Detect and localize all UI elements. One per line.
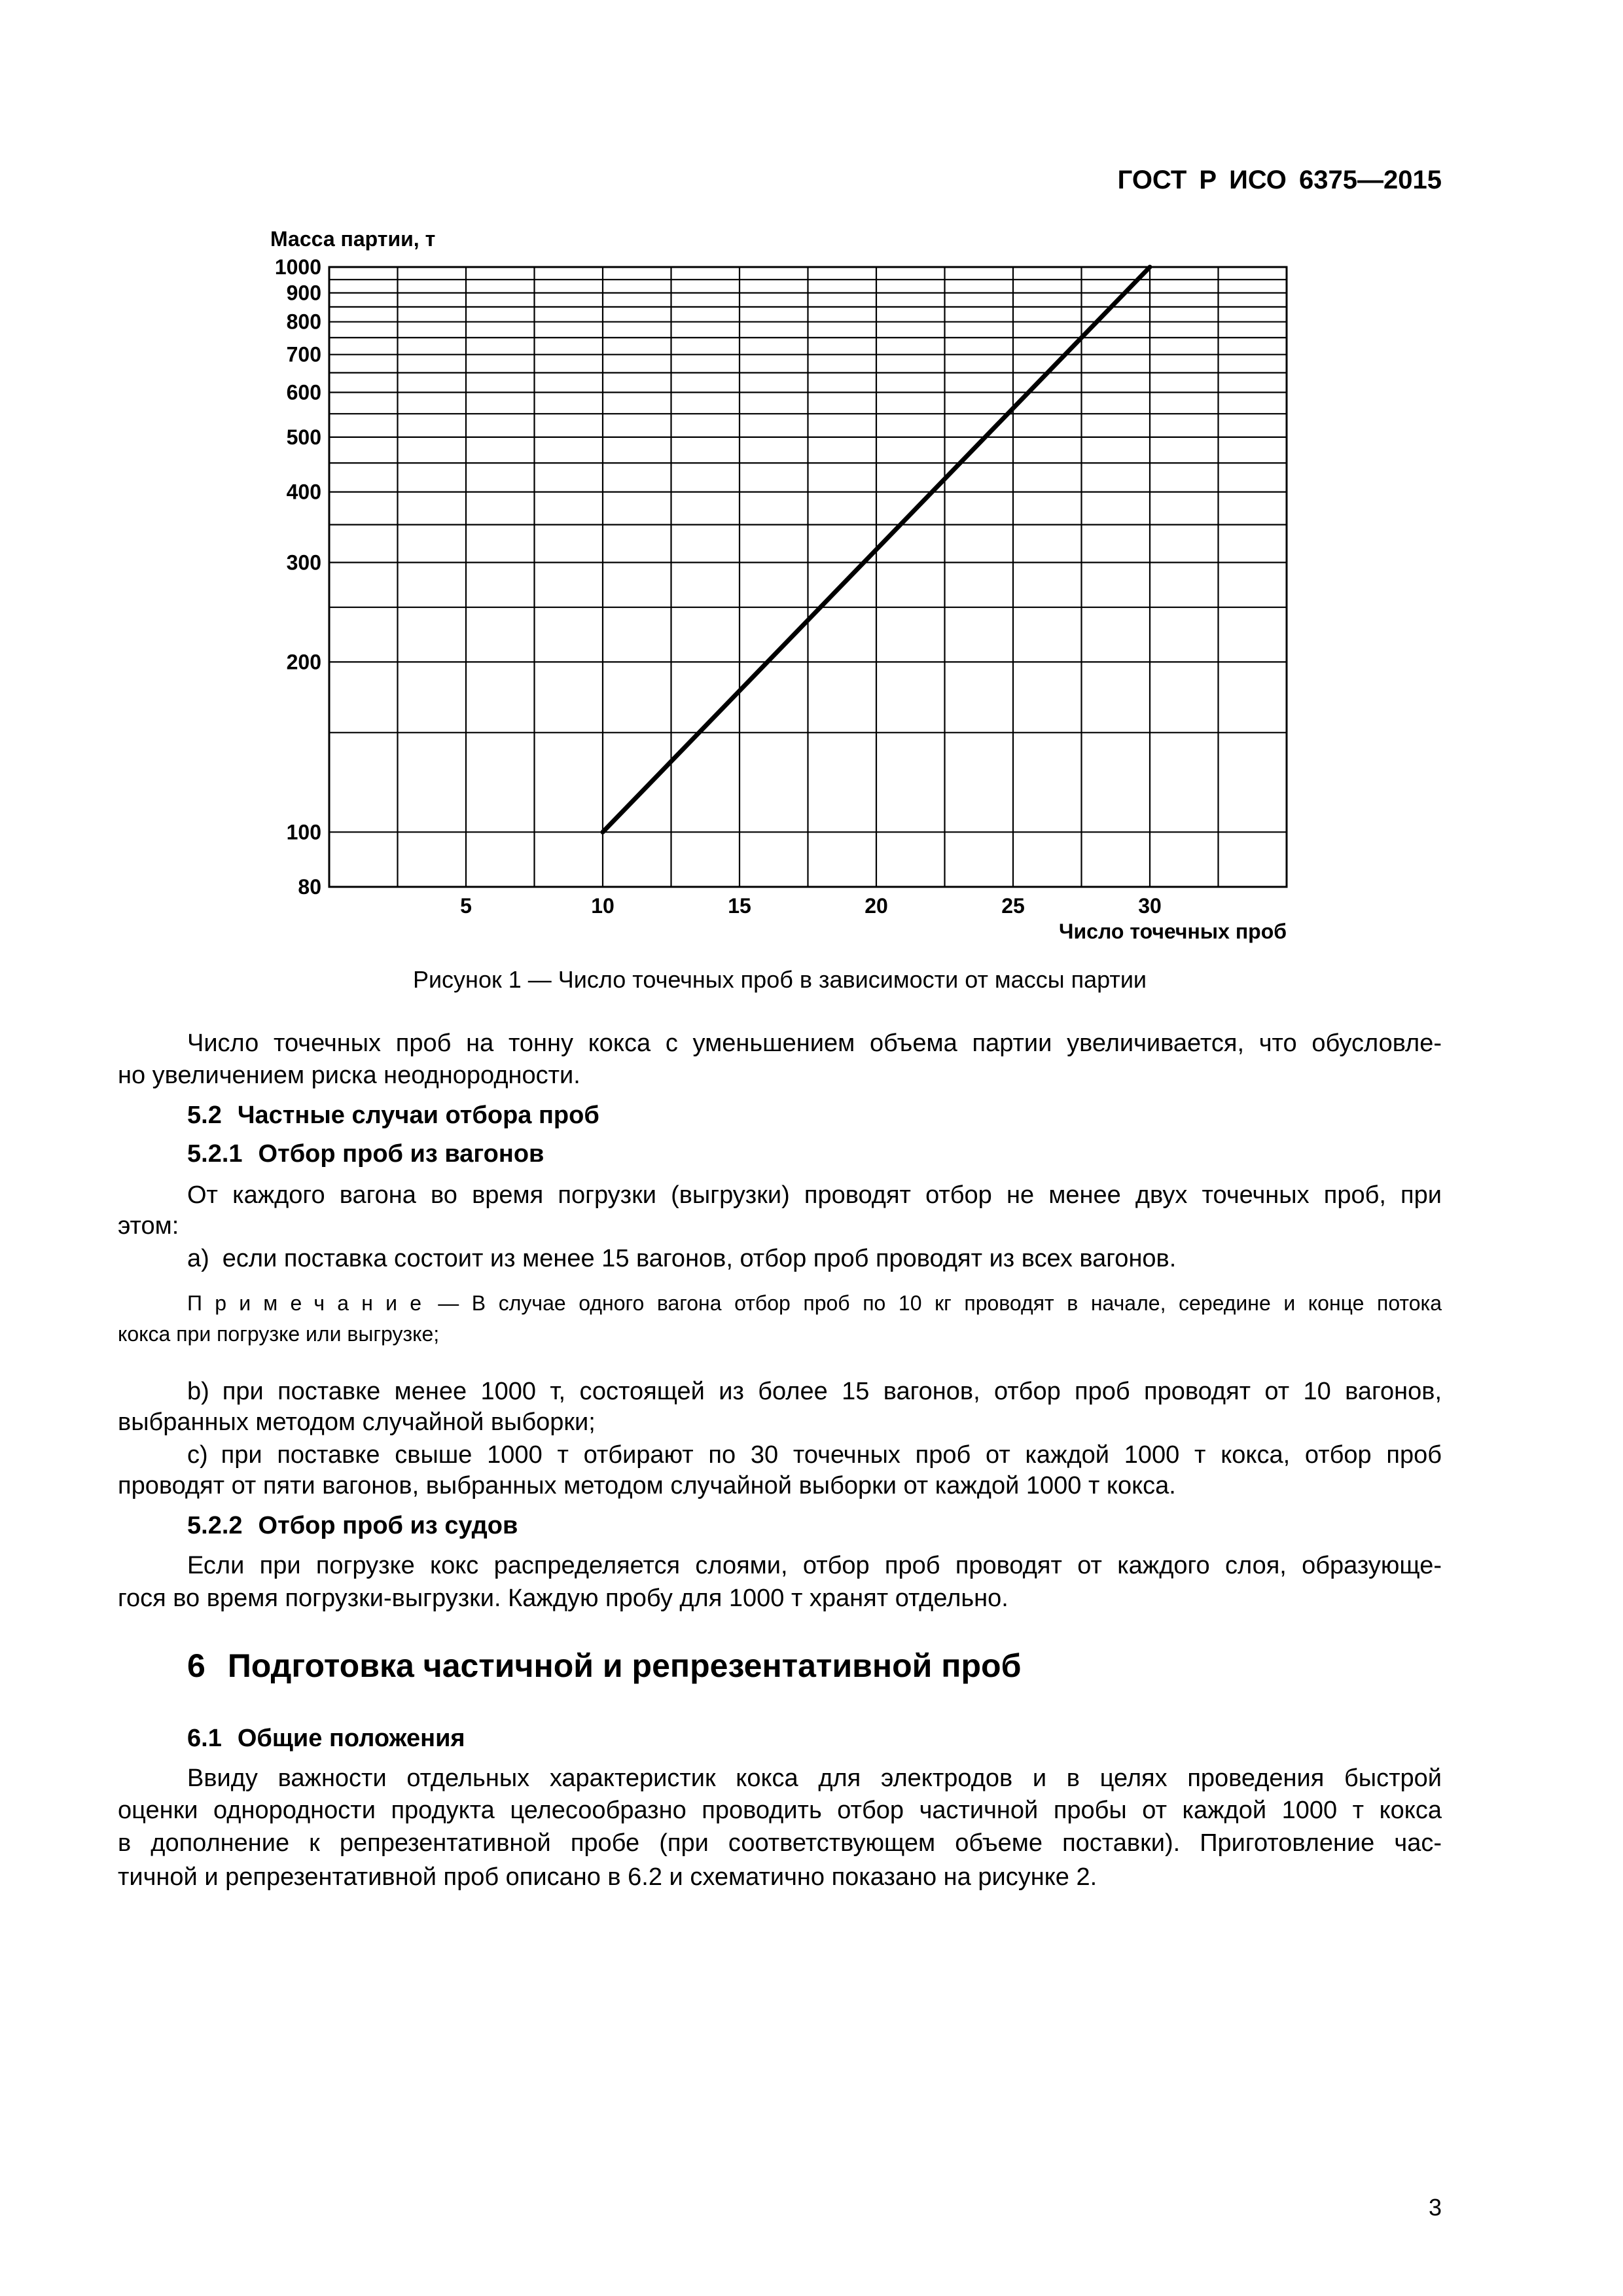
section-title: Общие положения (237, 1725, 465, 1752)
x-tick-label: 5 (460, 894, 472, 918)
list-item-label: a) (187, 1245, 209, 1272)
section-number: 5.2.2 (187, 1512, 243, 1539)
y-tick-label: 100 (286, 820, 321, 844)
note-label: Примечание (187, 1291, 435, 1315)
paragraph-line: Число точечных проб на тонну кокса с уменьшением объема партии увеличивается, что обусловле- (187, 1030, 1442, 1057)
list-item-text: проводят от пяти вагонов, выбранных методом случайной выборки от каждой 1000 т кокса. (118, 1472, 1176, 1499)
list-item-text: при поставке свыше 1000 т отбирают по 30 точечных проб от каждой 1000 т кокса, отбор проб (221, 1441, 1442, 1469)
section-number: 6.1 (187, 1725, 222, 1752)
list-item-label: b) (187, 1378, 209, 1405)
paragraph-line: в дополнение к репрезентативной пробе (при соответствующем объеме поставки). Приготовление час- (118, 1829, 1442, 1857)
list-item-label: c) (187, 1441, 208, 1469)
paragraph-line: но увеличением риска неоднородности. (118, 1062, 580, 1089)
paragraph-line: Ввиду важности отдельных характеристик кокса для электродов и в целях проведения быстрой (187, 1765, 1442, 1792)
page-number: 3 (1428, 2194, 1442, 2221)
y-tick-label: 900 (286, 281, 321, 305)
section-title: Подготовка частичной и репрезентативной проб (227, 1647, 1022, 1684)
y-tick-label: 400 (286, 480, 321, 504)
x-tick-label: 25 (1001, 894, 1025, 918)
section-number: 5.2.1 (187, 1140, 243, 1168)
y-tick-label: 200 (286, 650, 321, 674)
y-tick-label: 300 (286, 550, 321, 575)
section-title: Отбор проб из вагонов (258, 1140, 544, 1168)
figure-1-chart (0, 0, 1623, 956)
paragraph-line: Если при погрузке кокс распределяется слоями, отбор проб проводят от каждого слоя, образующе- (187, 1552, 1442, 1579)
list-item-text: выбранных методом случайной выборки; (118, 1408, 596, 1436)
note-line: кокса при погрузке или выгрузке; (118, 1322, 440, 1346)
list-item-c (187, 1440, 1442, 1470)
list-item-b (187, 1376, 1442, 1407)
section-title: Частные случаи отбора проб (237, 1102, 599, 1129)
heading-5-2-1 (187, 1139, 1442, 1169)
heading-5-2-2 (187, 1511, 1442, 1541)
x-axis-label: Число точечных проб (1059, 920, 1287, 943)
heading-5-2 (187, 1100, 1442, 1130)
list-item-text: при поставке менее 1000 т, состоящей из более 15 вагонов, отбор проб проводят от 10 вагонов, (222, 1378, 1442, 1405)
figure-caption: Рисунок 1 — Число точечных проб в зависимости от массы партии (412, 966, 1147, 993)
y-tick-label: 80 (298, 875, 321, 899)
list-item-a (187, 1244, 1442, 1274)
section-title: Отбор проб из судов (258, 1512, 518, 1539)
section-number: 5.2 (187, 1102, 222, 1129)
y-tick-labels (275, 255, 321, 899)
note-line (187, 1290, 1442, 1316)
heading-6-1 (187, 1723, 1442, 1753)
paragraph-line: тичной и репрезентативной проб описано в 6.2 и схематично показано на рисунке 2. (118, 1863, 1097, 1891)
section-number: 6 (187, 1647, 205, 1684)
x-tick-label: 20 (865, 894, 888, 918)
y-tick-label: 700 (286, 342, 321, 367)
document-id-header: ГОСТ Р ИСО 6375—2015 (1117, 166, 1442, 194)
y-tick-label: 500 (286, 425, 321, 449)
y-axis-label: Масса партии, т (270, 227, 436, 251)
grid-lines (329, 267, 1287, 887)
x-tick-labels (460, 894, 1162, 918)
list-item-text: если поставка состоит из менее 15 вагонов, отбор проб проводят из всех вагонов. (222, 1245, 1177, 1272)
heading-6 (187, 1646, 1442, 1685)
x-tick-label: 10 (591, 894, 615, 918)
paragraph-line: От каждого вагона во время погрузки (выгрузки) проводят отбор не менее двух точечных проб, при (187, 1181, 1442, 1209)
x-tick-label: 15 (728, 894, 751, 918)
paragraph-line: оценки однородности продукта целесообразно проводить отбор частичной пробы от каждой 1000 т кокса (118, 1797, 1442, 1824)
note-text: — В случае одного вагона отбор проб по 10 кг проводят в начале, середине и конце потока (438, 1291, 1442, 1315)
paragraph-line: этом: (118, 1212, 179, 1240)
y-tick-label: 1000 (274, 255, 321, 279)
x-tick-label: 30 (1138, 894, 1162, 918)
paragraph-line: гося во время погрузки-выгрузки. Каждую пробу для 1000 т хранят отдельно. (118, 1585, 1008, 1612)
y-tick-label: 600 (286, 380, 321, 404)
y-tick-label: 800 (286, 310, 321, 334)
